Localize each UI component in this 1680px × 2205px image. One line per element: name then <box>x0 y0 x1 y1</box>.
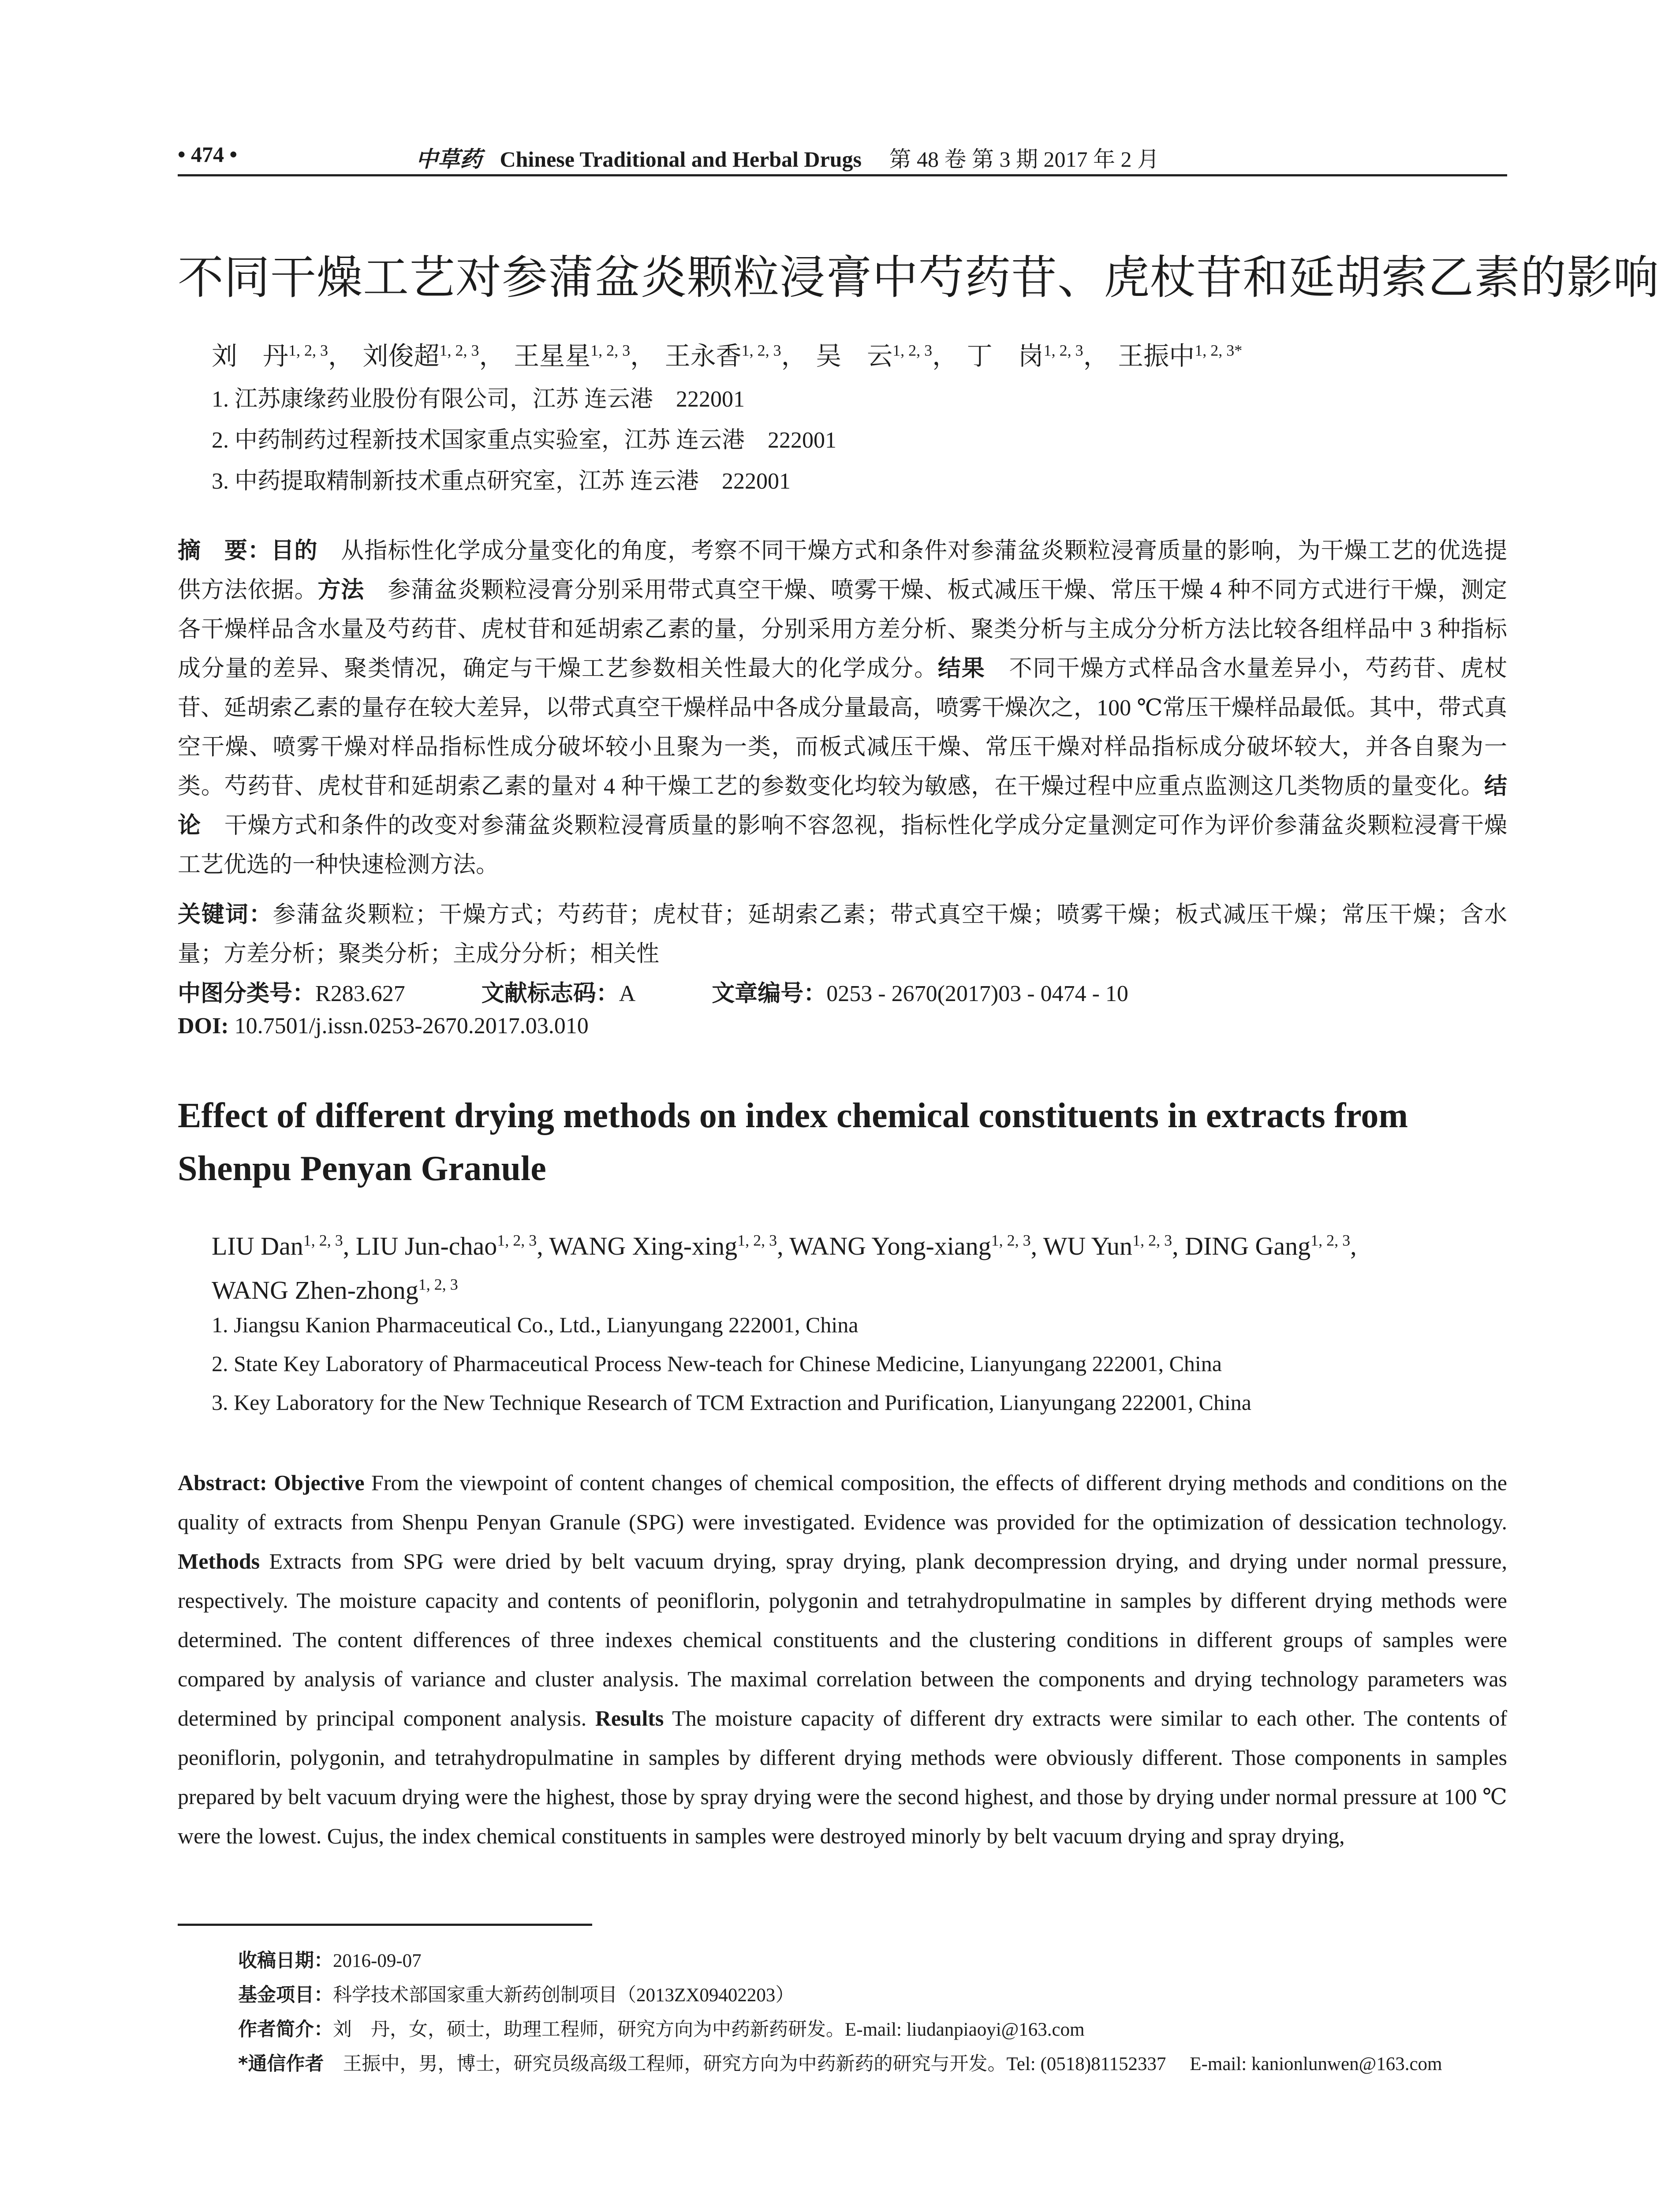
author-list-cn <box>212 335 1508 372</box>
running-header <box>178 139 1507 176</box>
affiliation-en-2: 2. State Key Laboratory of Pharmaceutical Process New-teach for Chinese Medicine, Lianyungang 222001, China <box>212 1351 1222 1376</box>
affiliation-en-1: 1. Jiangsu Kanion Pharmaceutical Co., Ltd., Lianyungang 222001, China <box>212 1312 859 1337</box>
author-cn: 王振中$^{1, 2, 3*}$ <box>1118 341 1243 370</box>
footnote-funding: 基金项目：科学技术部国家重大新药创制项目（2013ZX09402203） <box>238 1984 795 2006</box>
author-en: DING Gang$^{1, 2, 3}$, <box>1185 1232 1357 1261</box>
author-en: LIU Jun-chao$^{1, 2, 3}$, <box>355 1232 549 1261</box>
author-cn: 王星星$^{1, 2, 3}$， <box>514 341 656 370</box>
journal-name-en: Chinese Traditional and Herbal Drugs <box>500 147 862 172</box>
affiliation-cn-3: 3. 中药提取精制新技术重点研究室，江苏 连云港 222001 <box>212 469 791 494</box>
issue-info: 第 48 卷 第 3 期 2017 年 2 月 <box>889 147 1159 172</box>
author-cn: 刘俊超$^{1, 2, 3}$， <box>362 341 505 370</box>
footnote-rule <box>178 1924 592 1926</box>
author-en: WANG Zhen-zhong$^{1, 2, 3}$ <box>212 1275 458 1304</box>
affiliation-cn-1: 1. 江苏康缘药业股份有限公司，江苏 连云港 222001 <box>212 387 745 412</box>
author-cn: 吴 云$^{1, 2, 3}$， <box>816 341 958 370</box>
author-cn: 王永香$^{1, 2, 3}$， <box>665 341 807 370</box>
abstract-cn: 摘 要：目的 从指标性化学成分量变化的角度，考察不同干燥方式和条件对参蒲盆炎颗粒浸膏质量的影响，为干燥工艺的优选提供方法依据。方法 参蒲盆炎颗粒浸膏分别采用带式真空干燥、喷雾干燥、板式减压干燥、常压干燥 4 种不同方式进行干燥，测定各干燥样品含水量及芍药苷、虎杖苷和延胡索乙素的量，分别采用方差分析、聚类分析与主成分分析方法比较各组样品中 3 种指标成分量的差异、聚类情况，确定与干燥工艺参数相关性最大的化学成分。结果 不同干燥方式样品含水量差异小，芍药苷、虎杖苷、延胡索乙素的量存在较大差异，以带式真空干燥样品中各成分量最高，喷雾干燥次之，100 ℃常压干燥样品最低。其中，带式真空干燥、喷雾干燥对样品指标性成分破坏较小且聚为一类，而板式减压干燥、常压干燥对样品指标成分破坏较大，并各自聚为一类。芍药苷、虎杖苷和延胡索乙素的量对 4 种干燥工艺的参数变化均较为敏感，在干燥过程中应重点监测这几类物质的量变化。结论 干燥方式和条件的改变对参蒲盆炎颗粒浸膏质量的影响不容忽视，指标性化学成分定量测定可作为评价参蒲盆炎颗粒浸膏干燥工艺优选的一种快速检测方法。 <box>178 538 1507 878</box>
abstract-en: Abstract: Objective From the viewpoint of content changes of chemical composition, the effects of different drying methods and conditions on the quality of extracts from Shenpu Penyan Granule (SPG) were investigated. Evidence was provided for the optimization of dessication technology. Methods Extracts from SPG were dried by belt vacuum drying, spray drying, plank decompression drying, and drying under normal pressure, respectively. The moisture capacity and contents of peoniflorin, polygonin and tetrahydropulmatine in samples by different drying methods were determined. The content differences of three indexes chemical constituents and the clustering conditions in different groups of samples were compared by analysis of variance and cluster analysis. The maximal correlation between the components and drying technology parameters was determined by principal component analysis. Results The moisture capacity of different dry extracts were similar to each other. The contents of peoniflorin, polygonin, and tetrahydropulmatine in samples by different drying methods were obviously different. Those components in samples prepared by belt vacuum drying were the highest, those by spray drying were the second highest, and those by drying under normal pressure at 100 ℃ were the lowest. Cujus, the index chemical constituents in samples were destroyed minorly by belt vacuum drying and spray drying, <box>178 1470 1507 1848</box>
author-en: WU Yun$^{1, 2, 3}$, <box>1043 1232 1185 1261</box>
journal-line <box>416 142 1507 173</box>
author-en: WANG Xing-xing$^{1, 2, 3}$, <box>549 1232 790 1261</box>
author-cn: 丁 岗$^{1, 2, 3}$， <box>967 341 1109 370</box>
doi-line: DOI: 10.7501/j.issn.0253-2670.2017.03.010 <box>178 1013 589 1039</box>
footnote-corresponding: *通信作者 王振中，男，博士，研究员级高级工程师，研究方向为中药新药的研究与开发。Tel: (0518)81152337 E-mail: kanionlunwen@163.com <box>238 2053 1442 2075</box>
author-en: WANG Yong-xiang$^{1, 2, 3}$, <box>789 1232 1043 1261</box>
footnote-received: 收稿日期：2016-09-07 <box>238 1950 422 1972</box>
affiliation-en-3: 3. Key Laboratory for the New Technique Research of TCM Extraction and Purification, Lianyungang 222001, China <box>212 1390 1251 1415</box>
author-cn: 刘 丹$^{1, 2, 3}$， <box>212 341 354 370</box>
journal-name-cn: 中草药 <box>416 147 482 172</box>
title-en: Effect of different drying methods on index chemical constituents in extracts from Shenpu Penyan Granule <box>178 1096 1408 1188</box>
author-list-en <box>212 1222 1508 1309</box>
author-en: LIU Dan$^{1, 2, 3}$, <box>212 1232 356 1261</box>
page-number: • 474 • <box>178 142 238 167</box>
classification-line: 中图分类号：R283.627 文献标志码：A 文章编号：0253 - 2670(2017)03 - 0474 - 10 <box>178 980 1128 1007</box>
keywords-cn: 关键词：参蒲盆炎颗粒；干燥方式；芍药苷；虎杖苷；延胡索乙素；带式真空干燥；喷雾干燥；板式减压干燥；常压干燥；含水量；方差分析；聚类分析；主成分分析；相关性 <box>178 901 1507 967</box>
affiliation-cn-2: 2. 中药制药过程新技术国家重点实验室，江苏 连云港 222001 <box>212 428 837 453</box>
footnote-author-bio: 作者简介：刘 丹，女，硕士，助理工程师，研究方向为中药新药研发。E-mail: liudanpiaoyi@163.com <box>238 2018 1085 2041</box>
title-cn: 不同干燥工艺对参蒲盆炎颗粒浸膏中芍药苷、虎杖苷和延胡索乙素的影响 <box>178 250 1660 304</box>
